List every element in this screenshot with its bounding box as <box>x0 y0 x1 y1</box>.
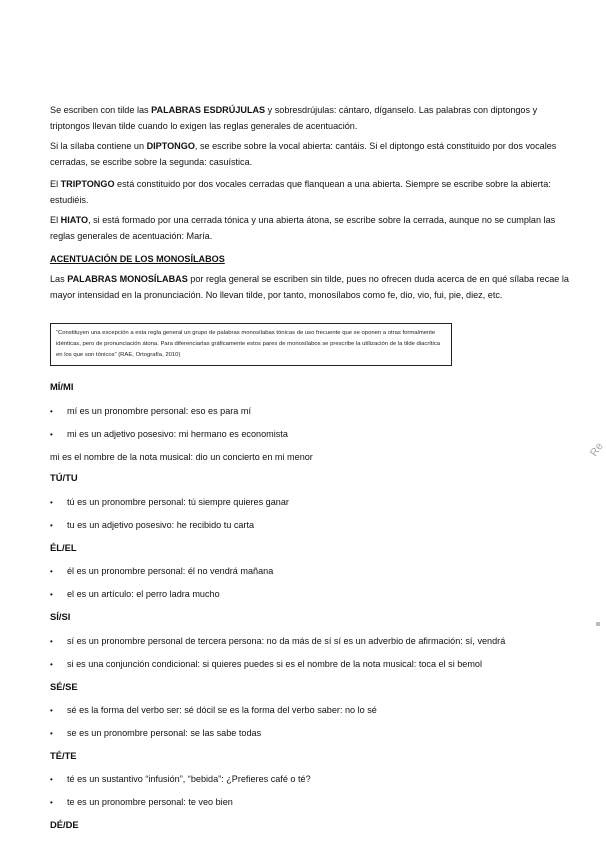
list-item <box>50 703 580 718</box>
list-item <box>50 634 580 649</box>
text: Las <box>50 274 68 284</box>
list-item <box>50 772 580 787</box>
heading-el: ÉL/EL <box>50 542 77 553</box>
text: Se escriben con tilde las <box>50 105 152 115</box>
text: , se escribe sobre la vocal abierta: cantáis. Si el diptongo está constituido por dos vocales cerradas, se escribe sobre la segunda: casuística. <box>50 141 557 167</box>
paragraph-hiato <box>50 212 574 244</box>
list-extra: mi es el nombre de la nota musical: dio un concierto en mi menor <box>50 452 313 462</box>
text: El <box>50 215 61 225</box>
list-item <box>50 495 580 510</box>
list-item <box>50 795 580 810</box>
bullet-icon: • <box>50 637 53 646</box>
text: El <box>50 179 61 189</box>
list-item-text: se es un pronombre personal: se las sabe todas <box>67 728 262 738</box>
bullet-icon: • <box>50 498 53 507</box>
text: por regla general se escriben sin tilde, pues no ofrecen duda acerca de en qué sílaba recae la mayor intensidad en la pronunciación. No llevan tilde, por tanto, monosílabos como fe, dio, vio, fui, pie, diez, etc. <box>50 274 569 300</box>
bold-term: PALABRAS ESDRÚJULAS <box>151 105 266 115</box>
bullet-icon: • <box>50 660 53 669</box>
bullet-icon: • <box>50 706 53 715</box>
text: Si la sílaba contiene un <box>50 141 147 151</box>
list-item-text: té es un sustantivo “infusión”, “bebida”: ¿Prefieres café o té? <box>67 774 311 784</box>
watermark-fragment <box>596 622 600 626</box>
bold-term: DIPTONGO <box>146 141 195 151</box>
list-item-text: tú es un pronombre personal: tú siempre quieres ganar <box>67 497 289 507</box>
bullet-icon: • <box>50 567 53 576</box>
list-item-text: tu es un adjetivo posesivo: he recibido tu carta <box>67 520 255 530</box>
heading-mi: MÍ/MI <box>50 381 74 392</box>
heading-si: SÍ/SI <box>50 611 71 622</box>
list-item-text: el es un artículo: el perro ladra mucho <box>67 589 220 599</box>
bullet-icon: • <box>50 430 53 439</box>
paragraph-monosilabos <box>50 271 574 303</box>
heading-te: TÉ/TE <box>50 750 77 761</box>
paragraph-diptongo <box>50 138 574 170</box>
text: y sobresdrújulas: cántaro, díganselo. Las palabras con diptongos y triptongos llevan tilde cuando lo exigen las reglas generales de acentuación. <box>50 105 538 131</box>
bullet-icon: • <box>50 729 53 738</box>
list-item-text: sí es un pronombre personal de tercera persona: no da más de sí sí es un adverbio de afirmación: sí, vendrá <box>67 636 506 646</box>
list-item <box>50 726 580 741</box>
watermark: Re <box>588 440 606 459</box>
list-item <box>50 657 580 672</box>
list-item <box>50 518 580 533</box>
list-item-text: mí es un pronombre personal: eso es para mí <box>67 406 251 416</box>
bullet-icon: • <box>50 775 53 784</box>
paragraph-triptongo <box>50 176 574 208</box>
quote-box: “Constituyen una excepción a esta regla general un grupo de palabras monosílabas tónicas de uso frecuente que se oponen a otras formalmente idénticas, pero de pronunciación átona. Para diferenciarlas gráficamente estos pares de monosílabos se prescribe la utilización de la tilde diacrítica en los que son tónicos” (RAE, Ortografía, 2010) <box>50 323 452 366</box>
list-item <box>50 587 580 602</box>
heading-se: SÉ/SE <box>50 681 78 692</box>
heading-tu: TÚ/TU <box>50 472 78 483</box>
paragraph-esdrujulas <box>50 102 574 134</box>
list-item <box>50 404 580 419</box>
list-item <box>50 564 580 579</box>
list-item-text: sé es la forma del verbo ser: sé dócil se es la forma del verbo saber: no lo sé <box>67 705 377 715</box>
text: está constituido por dos vocales cerradas que flanquean a una abierta. Siempre se escribe sobre la abierta: estudiéis. <box>50 179 551 205</box>
bullet-icon: • <box>50 521 53 530</box>
bullet-icon: • <box>50 407 53 416</box>
bullet-icon: • <box>50 798 53 807</box>
list-item-text: si es una conjunción condicional: si quieres puedes si es el nombre de la nota musical: toca el si bemol <box>67 659 483 669</box>
bold-term: HIATO <box>60 215 89 225</box>
list-item-text: mi es un adjetivo posesivo: mi hermano es economista <box>67 429 288 439</box>
text: , si está formado por una cerrada tónica y una abierta átona, se escribe sobre la cerrada, aunque no se cumplan las reglas generales de acentuación: María. <box>50 215 556 241</box>
heading-de: DÉ/DE <box>50 819 79 830</box>
bullet-icon: • <box>50 590 53 599</box>
list-item-text: él es un pronombre personal: él no vendrá mañana <box>67 566 274 576</box>
list-item <box>50 427 580 442</box>
bold-term: TRIPTONGO <box>60 179 115 189</box>
section-title: ACENTUACIÓN DE LOS MONOSÍLABOS <box>50 254 225 264</box>
bold-term: PALABRAS MONOSÍLABAS <box>67 274 188 284</box>
list-item-text: te es un pronombre personal: te veo bien <box>67 797 233 807</box>
